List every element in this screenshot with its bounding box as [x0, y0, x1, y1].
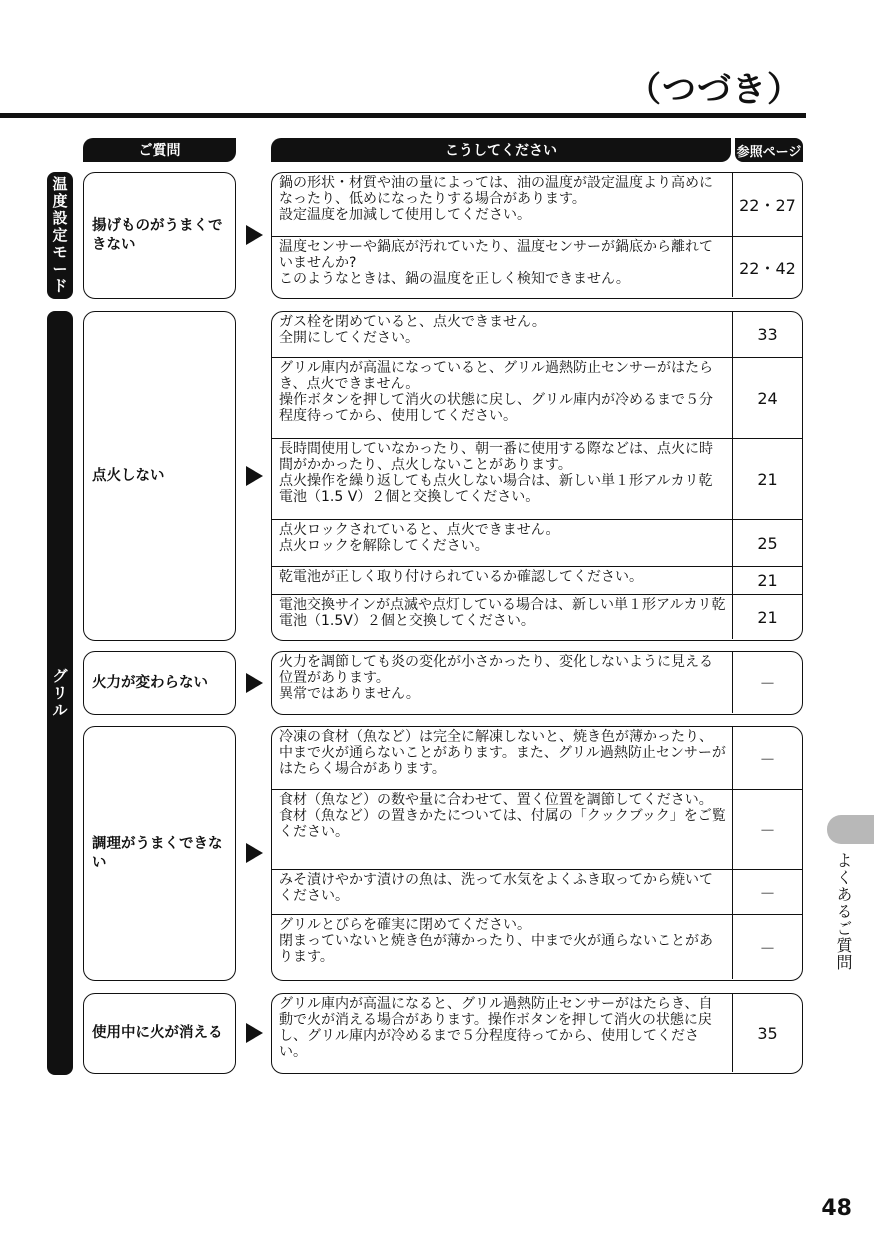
answer-row	[272, 594, 802, 639]
column-header-question: ご質問	[83, 138, 236, 162]
answer-page-ref: 33	[757, 325, 778, 344]
question-label: 調理がうまくできない	[92, 835, 223, 871]
answer-text: グリル庫内が高温になると、グリル過熱防止センサーがはたらき、自動で火が消える場合があります。操作ボタンを押して消火の状態に戻し、グリル庫内が冷めるまで５分程度待ってから、使用してください。	[272, 994, 733, 1072]
answer-text: 電池交換サインが点滅や点灯している場合は、新しい単１形アルカリ乾電池（1.5V）２個と交換してください。	[272, 595, 733, 639]
category-char: 設	[52, 209, 68, 227]
question-frying	[83, 172, 236, 299]
answer-block-no-ignition	[271, 311, 803, 641]
answer-page-ref: 25	[757, 533, 778, 553]
answer-text: 点火ロックされていると、点火できません。 点火ロックを解除してください。	[272, 520, 733, 566]
category-char: モ	[52, 243, 68, 261]
question-label: 使用中に火が消える	[92, 1025, 223, 1041]
category-char: リ	[52, 683, 68, 702]
page-title: （つづき）	[627, 70, 802, 110]
answer-row	[272, 357, 802, 438]
side-index-tab	[827, 815, 874, 844]
question-flame-goes-out	[83, 993, 236, 1074]
answer-text: 乾電池が正しく取り付けられているか確認してください。	[272, 567, 733, 594]
question-label: 揚げものがうまくできない	[92, 217, 223, 253]
answer-page-ref: 21	[757, 469, 778, 489]
page-number: 48	[821, 1196, 852, 1221]
answer-block-cooking-fails	[271, 726, 803, 981]
answer-row	[272, 652, 802, 713]
answer-page-ref: －	[759, 883, 776, 903]
answer-text: グリル庫内が高温になっていると、グリル過熱防止センサーがはたらき、点火できません。 操作ボタンを押して消火の状態に戻し、グリル庫内が冷めるまで５分程度待ってから、使用してください。	[272, 358, 733, 438]
answer-text: グリルとびらを確実に閉めてください。 閉まっていないと焼き色が薄かったり、中まで火が通らないことがあります。	[272, 915, 733, 979]
answer-row	[272, 519, 802, 566]
question-cooking-fails	[83, 726, 236, 981]
answer-page-ref: －	[759, 821, 776, 840]
question-no-ignition	[83, 311, 236, 641]
category-char: ル	[52, 700, 68, 719]
question-label: 火力が変わらない	[92, 674, 208, 691]
category-char: グ	[52, 666, 68, 685]
answer-text: みそ漬けやかす漬けの魚は、洗って水気をよくふき取ってから焼いてください。	[272, 870, 733, 914]
answer-page-ref: 35	[757, 1023, 778, 1043]
arrow-icon	[246, 466, 263, 486]
answer-row	[272, 994, 802, 1072]
answer-row	[272, 438, 802, 519]
answer-page-ref: 21	[757, 571, 778, 590]
answer-text: 食材（魚など）の数や量に合わせて、置く位置を調節してください。 食材（魚など）の置きかたについては、付属の「クックブック」をご覧ください。	[272, 790, 733, 869]
answer-text: 火力を調節しても炎の変化が小さかったり、変化しないように見える位置があります。 異常ではありません。	[272, 652, 733, 713]
column-header-page: 参照ページ	[735, 138, 803, 162]
category-char: ド	[52, 277, 68, 295]
answer-text: 鍋の形状・材質や油の量によっては、油の温度が設定温度より高めになったり、低めになったりする場合があります。 設定温度を加減して使用してください。	[272, 173, 733, 236]
category-char: 定	[52, 226, 68, 244]
answer-row	[272, 789, 802, 869]
answer-block-frying	[271, 172, 803, 299]
arrow-icon	[246, 673, 263, 693]
answer-page-ref: 22・42	[739, 258, 796, 278]
answer-text: 温度センサーや鍋底が汚れていたり、温度センサーが鍋底から離れていませんか? このようなときは、鍋の温度を正しく検知できません。	[272, 237, 733, 297]
answer-block-flame-goes-out	[271, 993, 803, 1074]
answer-row	[272, 173, 802, 236]
answer-row	[272, 869, 802, 914]
answer-row	[272, 236, 802, 297]
answer-page-ref: 21	[757, 607, 778, 627]
category-char: ー	[52, 260, 68, 278]
arrow-icon	[246, 1023, 263, 1043]
category-char: 度	[52, 192, 68, 210]
answer-page-ref: －	[759, 749, 776, 769]
title-rule	[0, 113, 806, 118]
question-label: 点火しない	[92, 467, 165, 484]
answer-text: 長時間使用していなかったり、朝一番に使用する際などは、点火に時間がかかったり、点火しないことがあります。 点火操作を繰り返しても点火しない場合は、新しい単１形アルカリ乾電池（1.5 V）２個と交換してください。	[272, 439, 733, 519]
answer-row	[272, 312, 802, 357]
answer-text: 冷凍の食材（魚など）は完全に解凍しないと、焼き色が薄かったり、中まで火が通らないことがあります。また、グリル過熱防止センサーがはたらく場合があります。	[272, 727, 733, 789]
column-header-answer: こうしてください	[271, 138, 731, 162]
answer-row	[272, 914, 802, 979]
side-index-label: よくあるご質問	[834, 852, 853, 971]
answer-block-flame-unchanged	[271, 651, 803, 715]
category-grill	[47, 311, 73, 1075]
answer-page-ref: 22・27	[739, 196, 796, 215]
answer-text: ガス栓を閉めていると、点火できません。 全開にしてください。	[272, 312, 733, 357]
answer-row	[272, 566, 802, 594]
answer-page-ref: －	[759, 938, 776, 958]
question-flame-unchanged	[83, 651, 236, 715]
answer-row	[272, 727, 802, 789]
answer-page-ref: 24	[757, 388, 778, 408]
category-char: 温	[52, 175, 68, 193]
answer-page-ref: －	[759, 674, 776, 693]
arrow-icon	[246, 843, 263, 863]
arrow-icon	[246, 225, 263, 245]
category-temperature-mode	[47, 172, 73, 299]
